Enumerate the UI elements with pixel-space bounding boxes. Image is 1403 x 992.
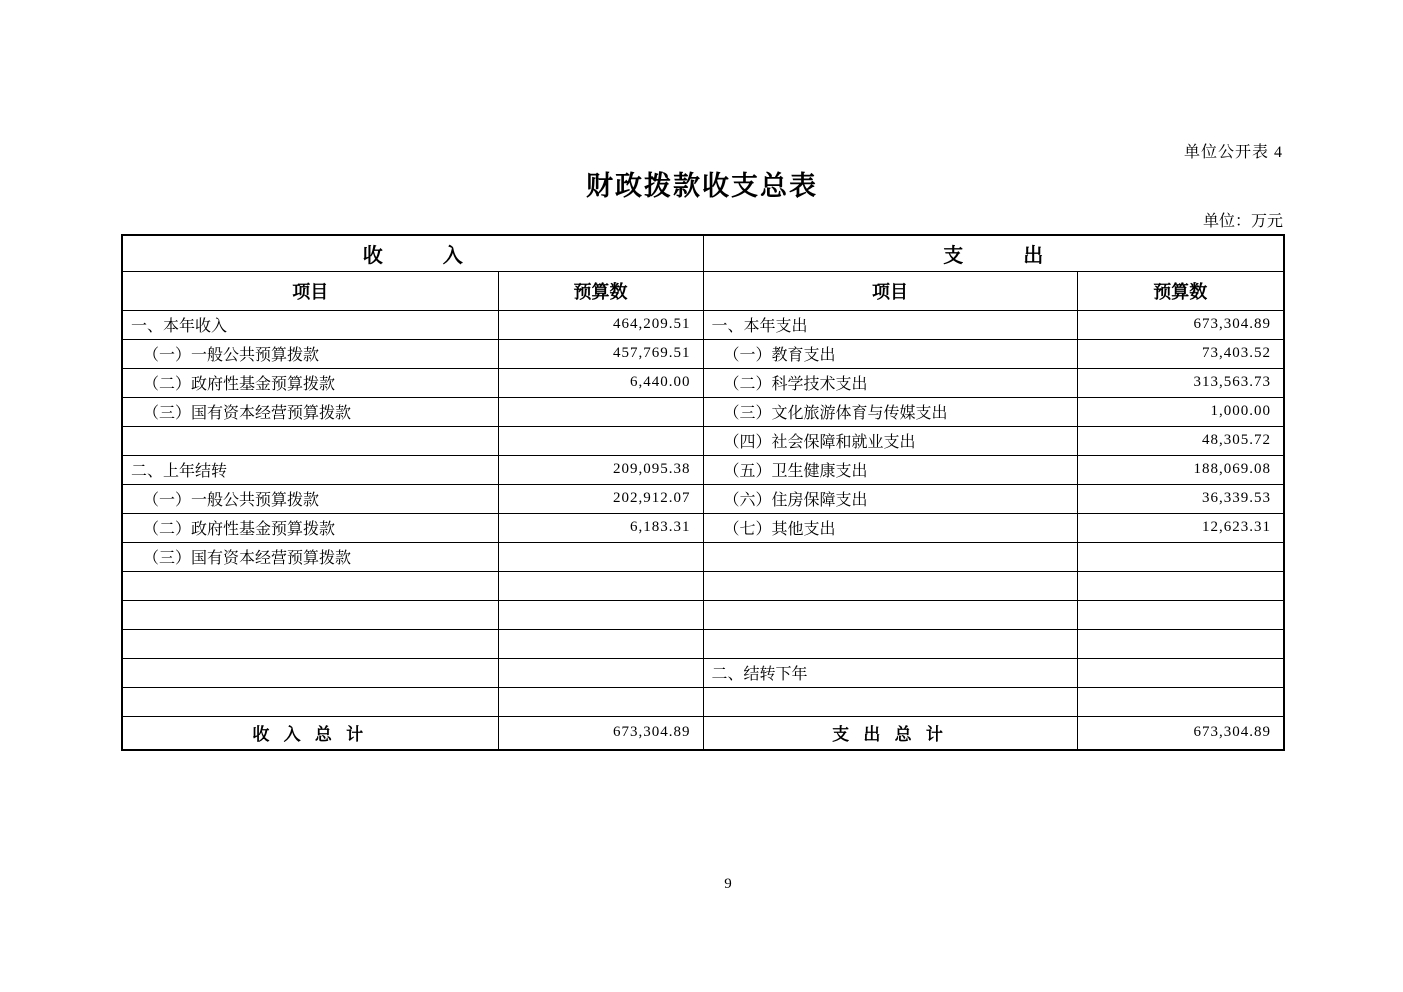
page-number: 9 [724, 876, 732, 892]
income-item-cell: （三）国有资本经营预算拨款 [122, 542, 498, 571]
expense-item-cell [703, 571, 1077, 600]
expense-value-cell [1077, 687, 1284, 716]
expense-item-cell: （七）其他支出 [703, 513, 1077, 542]
income-total-value-cell: 673,304.89 [498, 716, 703, 750]
income-value-cell: 457,769.51 [498, 339, 703, 368]
income-item-cell [122, 600, 498, 629]
table-row [122, 600, 1284, 629]
expense-item-cell: 一、本年支出 [703, 310, 1077, 339]
expense-item-cell: （三）文化旅游体育与传媒支出 [703, 397, 1077, 426]
expense-item-cell [703, 600, 1077, 629]
income-item-cell: （三）国有资本经营预算拨款 [122, 397, 498, 426]
income-item-cell [122, 571, 498, 600]
expense-item-header: 项目 [703, 271, 1077, 310]
income-value-cell [498, 658, 703, 687]
table-row [122, 426, 1284, 455]
income-item-cell: （一）一般公共预算拨款 [122, 339, 498, 368]
table-row [122, 397, 1284, 426]
income-value-cell: 202,912.07 [498, 484, 703, 513]
expense-value-cell: 12,623.31 [1077, 513, 1284, 542]
expense-total-label-cell: 支 出 总 计 [703, 716, 1077, 750]
expense-value-cell: 673,304.89 [1077, 310, 1284, 339]
unit-note: 单位：万元 [1202, 213, 1283, 230]
expense-value-cell: 1,000.00 [1077, 397, 1284, 426]
expense-item-cell: （四）社会保障和就业支出 [703, 426, 1077, 455]
expense-item-cell [703, 629, 1077, 658]
table-row [122, 687, 1284, 716]
expense-budget-header: 预算数 [1077, 271, 1284, 310]
income-value-cell [498, 397, 703, 426]
income-value-cell [498, 426, 703, 455]
expense-value-cell [1077, 542, 1284, 571]
table-row [122, 513, 1284, 542]
section-header-row [122, 235, 1284, 271]
expense-item-cell [703, 687, 1077, 716]
column-header-row [122, 271, 1284, 310]
table-row [122, 339, 1284, 368]
income-value-cell [498, 687, 703, 716]
table-row [122, 368, 1284, 397]
income-item-cell [122, 426, 498, 455]
expense-value-cell [1077, 571, 1284, 600]
page-content [121, 0, 1283, 751]
income-item-cell: 二、上年结转 [122, 455, 498, 484]
page-title: 财政拨款收支总表 [586, 171, 818, 201]
income-item-cell: （二）政府性基金预算拨款 [122, 368, 498, 397]
expense-value-cell [1077, 629, 1284, 658]
expense-item-cell: （六）住房保障支出 [703, 484, 1077, 513]
expense-value-cell [1077, 600, 1284, 629]
expense-item-cell: （一）教育支出 [703, 339, 1077, 368]
table-row [122, 542, 1284, 571]
expense-item-cell [703, 542, 1077, 571]
expense-total-value-cell: 673,304.89 [1077, 716, 1284, 750]
income-section-header: 收 入 [122, 235, 703, 271]
expense-value-cell: 188,069.08 [1077, 455, 1284, 484]
income-budget-header: 预算数 [498, 271, 703, 310]
income-value-cell: 6,440.00 [498, 368, 703, 397]
expense-value-cell: 313,563.73 [1077, 368, 1284, 397]
table-note: 单位公开表 4 [1183, 144, 1283, 161]
table-row [122, 455, 1284, 484]
expense-value-cell: 36,339.53 [1077, 484, 1284, 513]
income-item-cell [122, 658, 498, 687]
expense-value-cell: 48,305.72 [1077, 426, 1284, 455]
income-item-cell [122, 687, 498, 716]
table-row [122, 658, 1284, 687]
income-value-cell: 464,209.51 [498, 310, 703, 339]
income-item-cell [122, 629, 498, 658]
expense-item-cell: （五）卫生健康支出 [703, 455, 1077, 484]
total-row [122, 716, 1284, 750]
income-value-cell [498, 542, 703, 571]
fiscal-summary-table [121, 234, 1285, 751]
table-row [122, 310, 1284, 339]
income-value-cell [498, 600, 703, 629]
table-row [122, 629, 1284, 658]
income-total-label-cell: 收 入 总 计 [122, 716, 498, 750]
income-value-cell [498, 629, 703, 658]
expense-value-cell: 73,403.52 [1077, 339, 1284, 368]
income-value-cell [498, 571, 703, 600]
expense-section-header: 支 出 [703, 235, 1284, 271]
expense-item-cell: 二、结转下年 [703, 658, 1077, 687]
income-item-header: 项目 [122, 271, 498, 310]
income-item-cell: （一）一般公共预算拨款 [122, 484, 498, 513]
expense-value-cell [1077, 658, 1284, 687]
table-row [122, 571, 1284, 600]
income-value-cell: 6,183.31 [498, 513, 703, 542]
table-row [122, 484, 1284, 513]
income-value-cell: 209,095.38 [498, 455, 703, 484]
income-item-cell: （二）政府性基金预算拨款 [122, 513, 498, 542]
income-item-cell: 一、本年收入 [122, 310, 498, 339]
expense-item-cell: （二）科学技术支出 [703, 368, 1077, 397]
